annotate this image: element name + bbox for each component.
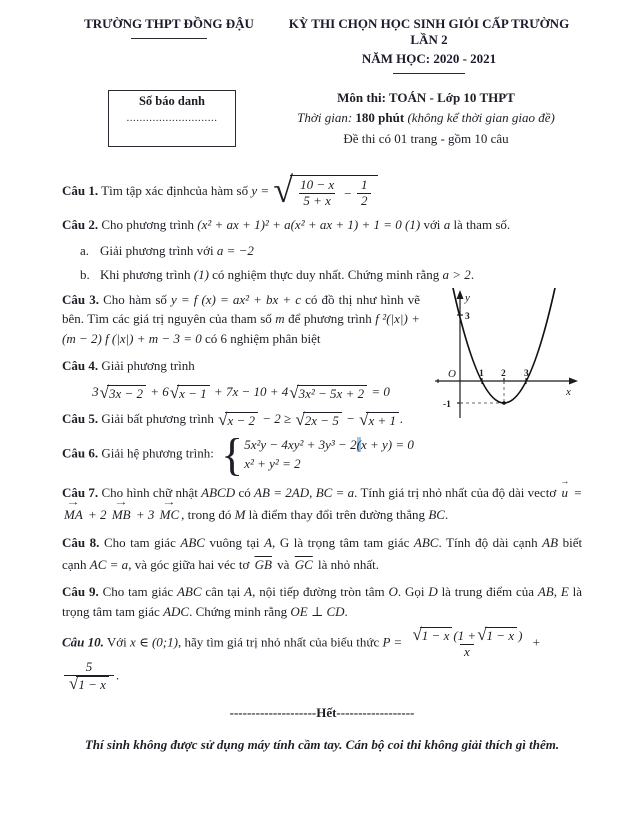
q3-label: Câu 3. bbox=[62, 291, 99, 307]
question-6 bbox=[62, 428, 582, 480]
q2-item-b bbox=[80, 265, 582, 285]
vertex-point bbox=[502, 401, 506, 405]
q2-label: Câu 2. bbox=[62, 217, 99, 233]
subject-line: Môn thi: TOÁN - Lớp 10 THPT bbox=[337, 90, 515, 105]
footer-note: Thí sinh không được sử dụng máy tính cầm tay. Cán bộ coi thi không giải thích gì thêm. bbox=[84, 737, 560, 753]
q8-t8: là nhỏ nhất. bbox=[318, 557, 380, 573]
radical-icon: √ bbox=[412, 625, 422, 645]
y-min-label: -1 bbox=[443, 399, 451, 410]
radical-icon: √ bbox=[99, 382, 109, 402]
candidate-number-box bbox=[108, 90, 236, 147]
exam-title-block bbox=[276, 16, 582, 74]
question-8 bbox=[62, 532, 582, 576]
q7-t2: có bbox=[238, 484, 251, 500]
y-axis-arrow-icon bbox=[457, 290, 464, 299]
q8-t6: , và góc giữa hai véc tơ bbox=[128, 557, 250, 573]
q3-t2: có đồ thị như hình vẽ bên. Tìm các giá trị nguyên của tham số bbox=[62, 291, 421, 327]
radical-icon: √ bbox=[295, 409, 305, 429]
q3-m: m bbox=[275, 311, 285, 327]
q9-f5: AB bbox=[537, 584, 554, 600]
q6-label: Câu 6. bbox=[62, 445, 99, 461]
q10-t2: , hãy tìm giá trị nhỏ nhất của biểu thức bbox=[177, 634, 380, 650]
q2-formula: (x² + ax + 1)² + a(x² + ax + 1) + 1 = 0 (1) bbox=[197, 217, 421, 233]
radical-icon: √ bbox=[69, 674, 79, 694]
q1-lhs: y = bbox=[251, 183, 270, 199]
radical-icon: √ bbox=[289, 382, 299, 402]
x-axis-arrow-icon bbox=[569, 377, 578, 384]
parabola-graph bbox=[430, 286, 582, 428]
q6-text: Giải hệ phương trình: bbox=[101, 445, 214, 461]
questions bbox=[62, 170, 583, 694]
q9-f8: OE ⊥ CD bbox=[290, 603, 345, 619]
q10-frac2: 5 √ 1 − x bbox=[64, 660, 114, 693]
q8-t5: biết cạnh bbox=[62, 534, 583, 573]
q7-t5: là điểm thay đổi trên đường thẳng bbox=[248, 506, 426, 522]
q6-eq1: 5x²y − 4xy² + 3y³ − 2(x + y) = 0 bbox=[244, 436, 414, 452]
q9-f1: ABC bbox=[176, 584, 202, 600]
q2-item-a bbox=[80, 241, 582, 261]
radical-icon: √ bbox=[477, 625, 487, 645]
q6-highlight: ( bbox=[356, 436, 361, 452]
q2-item-b-text2: có nghiệm thực duy nhất. Chứng minh rằng bbox=[212, 267, 440, 283]
q1-frac2: $\frac{1}{2}$ bbox=[357, 178, 372, 209]
tick-3: 3 bbox=[524, 368, 529, 379]
radical-icon: √ bbox=[218, 409, 228, 429]
q9-f3: O bbox=[388, 584, 398, 600]
q5-label: Câu 5. bbox=[62, 410, 99, 426]
exam-title: KỲ THI CHỌN HỌC SINH GIỎI CẤP TRƯỜNG LẦN 2 bbox=[288, 16, 570, 47]
question-7: Câu 7. Cho hình chữ nhật ABCD có AB = 2AD, BC = a. Tính giá trị nhỏ nhất của độ dài vectơ u → = MA → + 2 MB → + 3 MC → , trong đó M là điểm thay đổi trên đường thẳng BC. bbox=[62, 482, 582, 526]
q9-f7: ADC bbox=[163, 603, 190, 619]
time-suffix: (không kể thời gian giao đề) bbox=[404, 110, 555, 125]
tick-1: 1 bbox=[479, 368, 484, 379]
q7-vector-MA: MA → bbox=[64, 504, 83, 526]
candidate-number-dots: ............................ bbox=[126, 112, 218, 124]
q8-vector-GC: $\overline{GC}$ bbox=[294, 557, 313, 573]
question-10: Câu 10. Với x ∈ (0;1), hãy tìm giá trị nhỏ nhất của biểu thức P = √ 1 − x (1 + √ 1 − x ) x + 5 √ 1 − x . bbox=[62, 625, 541, 694]
page-header bbox=[62, 16, 582, 74]
q10-f1: x ∈ (0;1) bbox=[130, 634, 178, 650]
q8-t4: . Tính độ dài cạnh bbox=[438, 534, 538, 550]
q9-t8: . Chứng minh rằng bbox=[189, 603, 288, 619]
q7-t4: , trong đó bbox=[181, 506, 232, 522]
q10-frac1: √ 1 − x (1 + √ 1 − x ) x bbox=[412, 625, 523, 660]
q8-t1: Cho tam giác bbox=[103, 534, 176, 550]
q10-t1: Với bbox=[106, 634, 127, 650]
q2-item-b-text1: Khi phương trình bbox=[100, 267, 191, 283]
q8-f3: ABC bbox=[413, 534, 439, 550]
q2-var: a bbox=[443, 217, 451, 233]
q2-text3: là tham số. bbox=[453, 217, 511, 233]
q2-item-a-label: a. bbox=[80, 242, 90, 258]
q3-t1: Cho hàm số bbox=[103, 291, 167, 307]
q9-t5: là trung điểm của bbox=[441, 584, 534, 600]
q2-item-a-eq: a = −2 bbox=[216, 242, 254, 258]
q9-f4: D bbox=[428, 584, 438, 600]
q8-t2: vuông tại bbox=[209, 534, 260, 550]
q7-f3: BC = a bbox=[315, 484, 355, 500]
origin-label: O bbox=[448, 367, 456, 380]
q8-f2: A bbox=[264, 534, 273, 550]
q6-eq2: x² + y² = 2 bbox=[244, 456, 301, 472]
time-value: 180 phút bbox=[355, 110, 405, 125]
q8-t3: , G là trọng tâm tam giác bbox=[272, 534, 410, 550]
q7-m: M bbox=[234, 506, 246, 522]
q4-label: Câu 4. bbox=[62, 358, 99, 374]
q2-item-b-eq1: (1) bbox=[193, 267, 209, 283]
q9-t3: , nội tiếp đường tròn tâm bbox=[252, 584, 385, 600]
q7-f2: AB = 2AD bbox=[254, 484, 310, 500]
q5-formula: √ x − 2 − 2 ≥ √ 2x − 5 − √ x + 1 . bbox=[218, 409, 404, 429]
q5-text: Giải bất phương trình bbox=[101, 410, 214, 426]
candidate-number-label: Số báo danh bbox=[138, 94, 205, 108]
radical-icon: √ bbox=[273, 170, 294, 210]
school-year: NĂM HỌC: 2020 - 2021 bbox=[361, 51, 497, 66]
end-divider: --------------------Hết------------------ bbox=[229, 705, 415, 721]
q4-equation: 3 √ 3x − 2 + 6 √ x − 1 + 7x − 10 + 4 √ 3x² − 5x + 2 = 0 bbox=[92, 382, 390, 402]
structure-line: Đề thi có 01 trang - gồm 10 câu bbox=[343, 131, 509, 146]
y-axis-label: y bbox=[465, 291, 470, 304]
radical-icon: √ bbox=[359, 409, 369, 429]
x-axis-label: x bbox=[566, 385, 571, 398]
q7-label: Câu 7. bbox=[62, 484, 99, 500]
q2-item-b-label: b. bbox=[80, 267, 90, 283]
q9-t4: . Gọi bbox=[397, 584, 425, 600]
exam-info bbox=[270, 90, 582, 147]
q2-item-a-text: Giải phương trình với bbox=[100, 242, 214, 258]
q9-t1: Cho tam giác bbox=[102, 584, 174, 600]
question-1 bbox=[62, 170, 582, 210]
q7-vector-MC: MC → bbox=[160, 504, 180, 526]
q8-f5: AC = a bbox=[89, 557, 129, 573]
q8-t7: và bbox=[277, 557, 290, 573]
q2-text2: với bbox=[423, 217, 441, 233]
section-q3-q5 bbox=[62, 290, 582, 435]
q2-item-b-end: . bbox=[470, 267, 475, 283]
q8-f1: ABC bbox=[180, 534, 205, 550]
q6-system bbox=[221, 428, 414, 480]
q8-vector-GB: $\overline{GB}$ bbox=[254, 557, 272, 573]
brace-icon: { bbox=[221, 428, 244, 480]
tick-2: 2 bbox=[501, 368, 506, 379]
q9-label: Câu 9. bbox=[62, 584, 99, 600]
question-2 bbox=[62, 215, 582, 235]
q1-frac1: 10 − x 5 + x bbox=[300, 177, 335, 208]
q8-label: Câu 8. bbox=[62, 534, 100, 550]
q1-sqrt bbox=[273, 170, 378, 210]
q2-items bbox=[80, 241, 582, 285]
q7-f4: BC bbox=[428, 506, 445, 522]
q3-f1: y = f (x) = ax² + bx + c bbox=[171, 291, 301, 307]
parabola-curve bbox=[453, 288, 555, 403]
q9-f2: A bbox=[244, 584, 253, 600]
year-underline bbox=[393, 73, 465, 74]
q9-t7: là trọng tâm tam giác bbox=[62, 584, 583, 619]
q4-text: Giải phương trình bbox=[101, 358, 195, 374]
q9-t2: cân tại bbox=[205, 584, 241, 600]
school-block bbox=[62, 16, 276, 74]
q1-label: Câu 1. bbox=[62, 183, 99, 199]
time-line bbox=[270, 110, 582, 126]
q7-t1: Cho hình chữ nhật bbox=[101, 484, 198, 500]
q7-f1: ABCD bbox=[201, 484, 236, 500]
info-row bbox=[62, 90, 582, 147]
question-9: Câu 9. Cho tam giác ABC cân tại A, nội tiếp đường tròn tâm O. Gọi D là trung điểm của AB, E là trọng tâm tam giác ADC. Chứng minh rằng OE ⊥ CD. bbox=[62, 584, 583, 619]
q3-f2: f ²(|x|) + (m − 2) f (|x|) + m − 3 = 0 bbox=[62, 311, 421, 346]
q7-vector-u: u → bbox=[562, 482, 569, 504]
q1-minus: − bbox=[343, 185, 352, 201]
q7-vector-MB: MB → bbox=[112, 504, 131, 526]
q2-text1: Cho phương trình bbox=[101, 217, 195, 233]
y-intercept-label: 3 bbox=[465, 311, 470, 322]
q7-t3: . Tính giá trị nhỏ nhất của độ dài vectơ bbox=[354, 484, 557, 500]
q2-item-b-eq2: a > 2 bbox=[442, 267, 471, 283]
q10-label: Câu 10. bbox=[62, 634, 104, 650]
radical-icon: √ bbox=[169, 382, 180, 402]
q1-text: Tìm tập xác địnhcủa hàm số bbox=[101, 183, 249, 199]
q3-t3: để phương trình bbox=[288, 311, 372, 327]
q3-t4: có 6 nghiệm phân biệt bbox=[204, 330, 321, 346]
q8-f4: AB bbox=[542, 534, 559, 550]
time-prefix: Thời gian: bbox=[297, 110, 356, 125]
school-name: TRƯỜNG THPT ĐỒNG ĐẬU bbox=[84, 16, 254, 31]
q10-p: P = bbox=[382, 634, 403, 650]
school-underline bbox=[131, 38, 207, 39]
q9-f6: E bbox=[560, 584, 569, 600]
